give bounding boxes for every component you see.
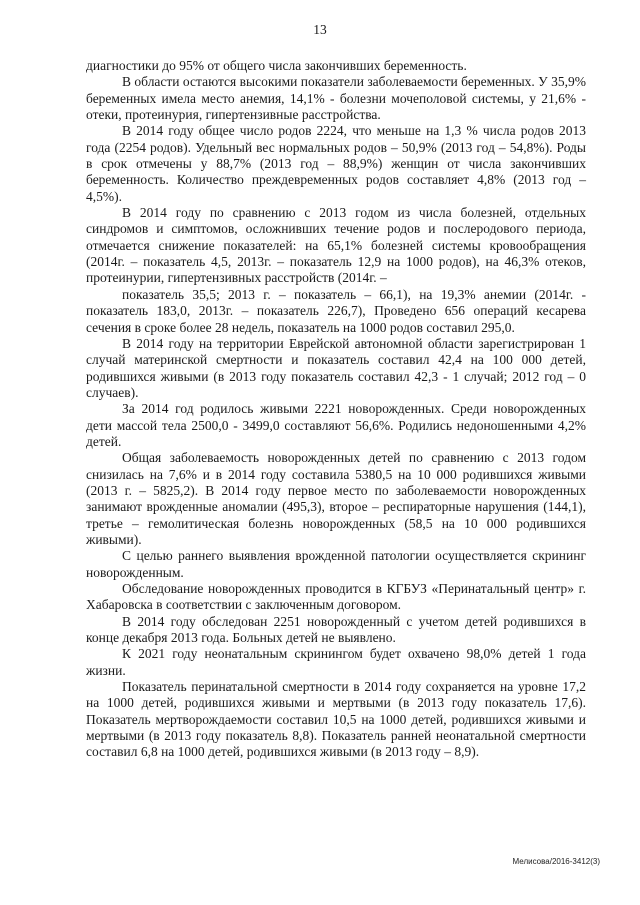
document-body <box>86 58 586 761</box>
paragraph-caesarean-sections: показатель 35,5; 2013 г. – показатель – 66,1), на 19,3% анемии (2014г. - показатель 183,0, 2013г. – показатель 226,7), Проведено 656 операций кесарева сечения в сроке более 28 недель, показатель на 1000 родов составил 295,0. <box>86 286 586 335</box>
paragraph-perinatal-mortality: Показатель перинатальной смертности в 2014 году сохраняется на уровне 17,2 на 1000 детей, родившихся живыми и мертвыми (в 2013 году показатель 17,6). Показатель мертворождаемости составил 10,5 на 1000 детей, родившихся живыми и мертвыми (в 2013 году показатель 8,8). Показатель ранней неонатальной смертности составил 6,8 на 1000 детей, родившихся живыми (в 2013 году – 8,9). <box>86 679 586 760</box>
paragraph-pregnancy-morbidity: В области остаются высокими показатели заболеваемости беременных. У 35,9% беременных имела место анемия, 14,1% - болезни мочеполовой системы, у 21,6% - отеки, протеинурия, гипертензивные расстройства. <box>86 74 586 123</box>
paragraph-screening-center: Обследование новорожденных проводится в КГБУЗ «Перинатальный центр» г. Хабаровска в соответствии с заключенным договором. <box>86 581 586 613</box>
page-number: 13 <box>313 22 327 37</box>
paragraph-screening-purpose: С целью раннего выявления врожденной патологии осуществляется скрининг новорожденным. <box>86 548 586 580</box>
paragraph-diagnostics-continuation: диагностики до 95% от общего числа закончивших беременность. <box>86 58 467 73</box>
paragraph-births-2014: В 2014 году общее число родов 2224, что меньше на 1,3 % числа родов 2013 года (2254 родов). Удельный вес нормальных родов – 50,9% (2013 год – 54,8%). Роды в срок отмечены у 88,7% (2013 год – 88,9%) женщин от числа закончивших беременность. Количество преждевременных родов составляет 4,8% (2013 год – 4,5%). <box>86 123 586 204</box>
paragraph-maternal-mortality: В 2014 году на территории Еврейской автономной области зарегистрирован 1 случай материнской смертности и показатель составил 42,4 на 100 000 детей, родившихся живыми (в 2013 году показатель составил 42,3 - 1 случай; 2012 год – 0 случаев). <box>86 335 586 400</box>
paragraph-birth-complications: В 2014 году по сравнению с 2013 годом из числа болезней, отдельных синдромов и симптомов, осложнивших течение родов и послеродового периода, отмечается снижение показателей: на 65,1% болезней системы кровообращения (2014г. – показатель 4,5, 2013г. – показатель 12,9 на 1000 родов), на 46,3% отеков, протеинурии, гипертензивных расстройств (2014г. – <box>86 205 586 286</box>
paragraph-newborns-born-alive: За 2014 год родилось живыми 2221 новорожденных. Среди новорожденных дети массой тела 2500,0 - 3499,0 составляют 56,6%. Родились недоношенными 4,2% детей. <box>86 401 586 449</box>
paragraph-screened-2014: В 2014 году обследован 2251 новорожденный с учетом детей родившихся в конце декабря 2013 года. Больных детей не выявлено. <box>86 613 586 646</box>
paragraph-screening-target-2021: К 2021 году неонатальным скринингом будет охвачено 98,0% детей 1 года жизни. <box>86 646 586 678</box>
paragraph-newborn-morbidity: Общая заболеваемость новорожденных детей по сравнению с 2013 годом снизилась на 7,6% и в 2014 году составила 5380,5 на 10 000 родившихся живыми (2013 г. – 5825,2). В 2014 году первое место по заболеваемости новорожденных занимают врожденные аномалии (495,3), второе – респираторные нарушения (144,1), третье – гемолитическая болезнь новорожденных (58,5 на 10 000 родившихся живыми). <box>86 450 586 547</box>
footer-reference: Мелисова/2016-3412(3) <box>512 857 600 866</box>
